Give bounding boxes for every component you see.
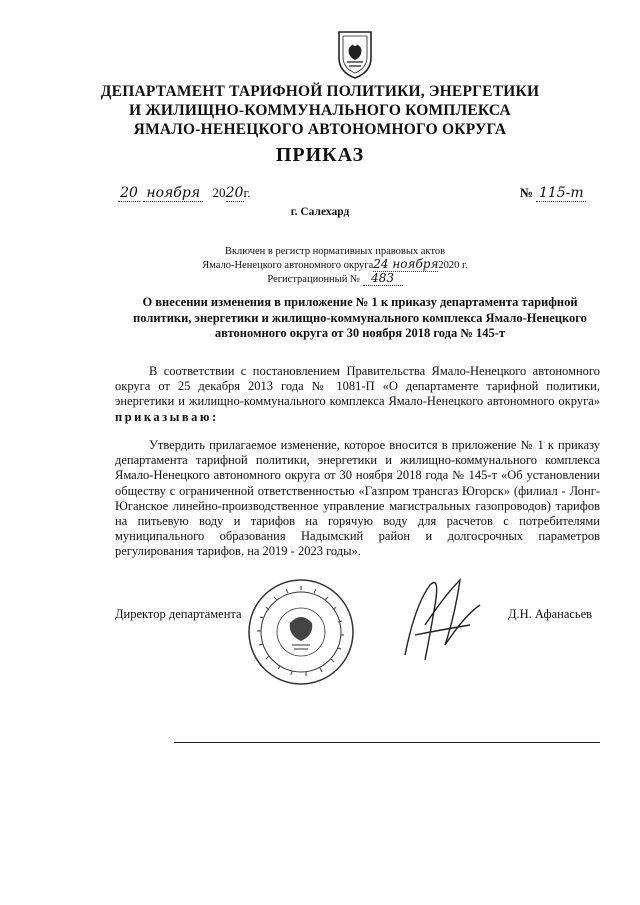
department-header: [60, 82, 580, 139]
date-year-prefix: 20: [212, 185, 226, 200]
order-subject: О внесении изменения в приложение № 1 к приказу департамента тарифной политики, энергетики и жилищно-коммунального комплекса Ямало-Ненецкого автономного округа от 30 ноября 2018 года № 145-т: [133, 295, 587, 340]
department-line-3: ЯМАЛО-НЕНЕЦКОГО АВТОНОМНОГО ОКРУГА: [133, 121, 507, 138]
registration-number: 483: [363, 272, 403, 286]
date-day: 20: [118, 185, 140, 202]
department-line-2: И ЖИЛИЩНО-КОММУНАЛЬНОГО КОМПЛЕКСА: [129, 102, 511, 119]
registration-region: Ямало-Ненецкого автономного округа: [202, 260, 374, 271]
registration-date: 24 ноября: [373, 257, 439, 271]
order-number: [520, 185, 586, 202]
coat-of-arms-icon: [333, 28, 377, 80]
department-line-1: ДЕПАРТАМЕНТ ТАРИФНОЙ ПОЛИТИКИ, ЭНЕРГЕТИКИ: [100, 83, 540, 100]
date-end: г.: [243, 185, 251, 200]
date-year-suffix: 20: [225, 185, 244, 201]
city: г. Салехард: [290, 206, 350, 218]
registration-label: Регистрационный №: [267, 274, 360, 285]
bottom-divider: [174, 742, 600, 743]
registration-block: [170, 245, 500, 286]
handwritten-signature-icon: [385, 565, 495, 675]
date-month: ноября: [143, 185, 203, 202]
registration-line-1: Включен в регистр нормативных правовых актов: [224, 246, 446, 257]
registration-line-2: [170, 258, 500, 272]
order-date: [118, 185, 251, 202]
body-paragraph-2: Утвердить прилагаемое изменение, которое вносится в приложение № 1 к приказу департамента тарифной политики, энергетики и жилищно-коммунального комплекса Ямало-Ненецкого автономного округа от 30 ноября 2018 года № 145-т «Об установлении обществу с ограниченной ответственностью «Газпром трансгаз Югорск» (филиал - Лонг-Юганское линейно-производственное управление магистральных газопроводов) тарифов на питьевую воду и тарифов на горячую воду для расчетов с потребителями муниципального образования Надымский район и долгосрочных параметров регулирования тарифов, на 2019 - 2023 годы».: [115, 438, 600, 559]
number-label: №: [520, 185, 534, 200]
registration-year: 2020 г.: [438, 260, 468, 271]
signatory-name: Д.Н. Афанасьев: [508, 607, 593, 621]
order-verb: приказываю:: [115, 409, 219, 424]
signatory-position: Директор департамента: [115, 607, 242, 621]
body-paragraph-1: [115, 364, 600, 425]
registration-line-3: [170, 272, 500, 286]
official-seal-icon: [246, 577, 356, 687]
paragraph-1-text: В соответствии с постановлением Правительства Ямало-Ненецкого автономного округа от 25 декабря 2013 года № 1081-П «О департаменте тарифной политики, энергетики и жилищно-коммунального комплекса Ямало-Ненецкого автономного округа»: [115, 364, 600, 409]
number-value: 115-т: [536, 185, 586, 202]
order-title: ПРИКАЗ: [275, 144, 365, 166]
